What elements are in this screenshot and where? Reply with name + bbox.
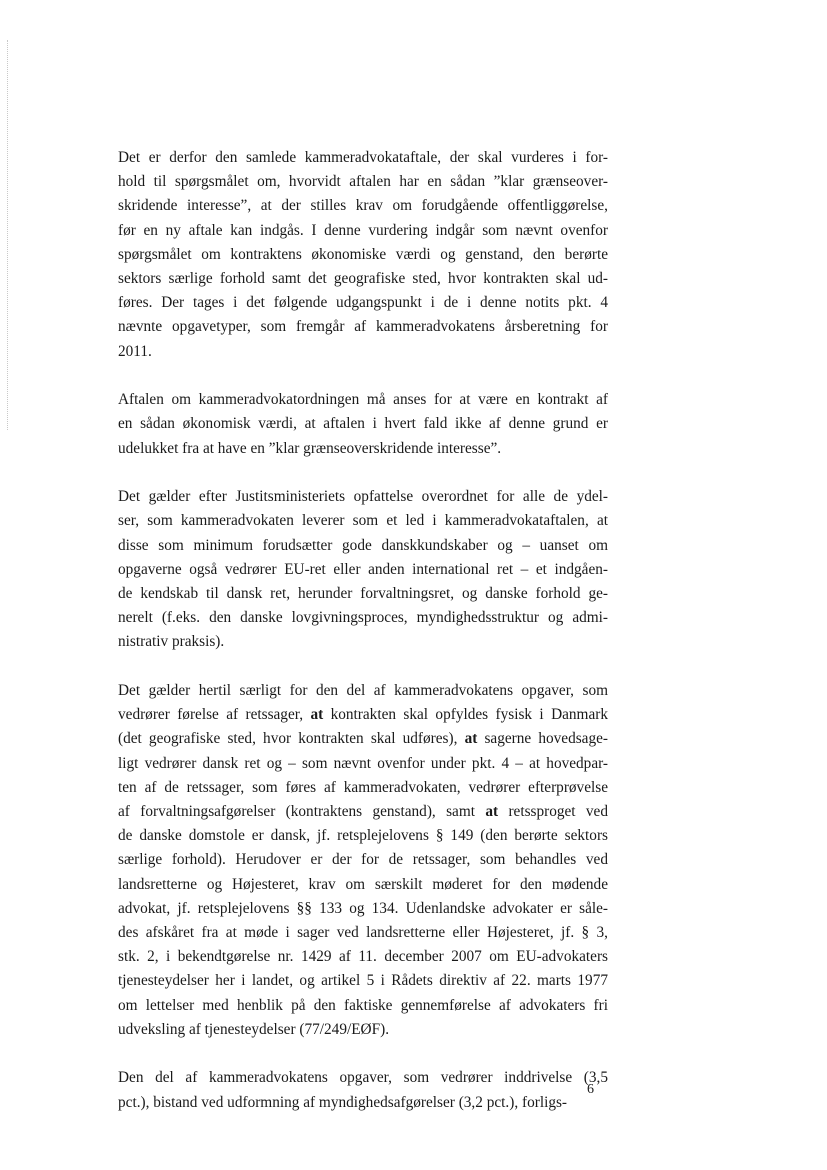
text-line: 2011. [118,342,152,360]
text-line: hold til spørgsmålet om, hvorvidt aftalen har en sådan ”klar grænseover- [118,173,608,191]
text-line: skridende interesse”, at der stilles krav om forudgående offentliggørelse, [118,197,608,215]
paragraph [118,1066,608,1114]
text-line: ligt vedrører dansk ret og – som nævnt ovenfor under pkt. 4 – at hovedpar- [118,754,608,772]
text-line: af forvaltningsafgørelser (kontraktens genstand), samt at retssproget ved [118,803,608,821]
scan-margin-line [7,40,8,430]
text-line: Den del af kammeradvokatens opgaver, som vedrører inddrivelse (3,5 [118,1069,608,1087]
paragraph [118,485,608,654]
text-line: Det gælder efter Justitsministeriets opfattelse overordnet for alle de ydel- [118,488,608,506]
text-line: før en ny aftale kan indgås. I denne vurdering indgår som nævnt ovenfor [118,221,608,239]
text-line: nerelt (f.eks. den danske lovgivningsproces, myndighedsstruktur og admi- [118,609,608,627]
text-line: føres. Der tages i det følgende udgangspunkt i de i denne notits pkt. 4 [118,294,608,312]
text-line: pct.), bistand ved udformning af myndighedsafgørelser (3,2 pct.), forligs- [118,1093,568,1111]
text-line: opgaverne også vedrører EU-ret eller anden international ret – et indgåen- [118,560,608,578]
text-line: Det gælder hertil særligt for den del af kammeradvokatens opgaver, som [118,682,608,700]
text-line: de danske domstole er dansk, jf. retsplejelovens § 149 (den berørte sektors [118,827,608,845]
text-line: vedrører førelse af retssager, at kontrakten skal opfyldes fysisk i Danmark [118,706,608,724]
text-line: Aftalen om kammeradvokatordningen må anses for at være en kontrakt af [118,391,608,409]
text-line: ser, som kammeradvokaten leverer som et led i kammeradvokataftalen, at [118,512,608,530]
text-line: nævnte opgavetyper, som fremgår af kammeradvokatens årsberetning for [118,318,608,336]
page-number: 6 [587,1082,594,1097]
text-line: Det er derfor den samlede kammeradvokataftale, der skal vurderes i for- [118,149,608,166]
text-line: des afskåret fra at møde i sager ved landsretterne eller Højesteret, jf. § 3, [118,924,608,942]
text-line: stk. 2, i bekendtgørelse nr. 1429 af 11. december 2007 om EU-advokaters [118,948,608,966]
text-line: en sådan økonomisk værdi, at aftalen i hvert fald ikke af denne grund er [118,415,608,433]
text-line: disse som minimum forudsætter gode danskkundskaber og – uanset om [118,536,608,554]
paragraph [118,146,608,364]
text-line: om lettelser med henblik på den faktiske gennemførelse af advokaters fri [118,996,608,1014]
text-line: særlige forhold). Herudover er der for de retssager, som behandles ved [118,851,608,869]
text-line: udelukket fra at have en ”klar grænseoverskridende interesse”. [118,439,502,457]
text-line: udveksling af tjenesteydelser (77/249/EØF). [118,1020,390,1038]
paragraph [118,388,608,461]
paragraph [118,679,608,1042]
text-line: advokat, jf. retsplejelovens §§ 133 og 134. Udenlandske advokater er såle- [118,899,608,917]
text-line: spørgsmålet om kontraktens økonomiske værdi og genstand, den berørte [118,245,608,263]
text-line: tjenesteydelser her i landet, og artikel 5 i Rådets direktiv af 22. marts 1977 [118,972,608,990]
text-line: sektors særlige forhold samt det geografiske sted, hvor kontrakten skal ud- [118,270,608,288]
text-line: ten af de retssager, som føres af kammeradvokaten, vedrører efterprøvelse [118,778,608,796]
text-line: de kendskab til dansk ret, herunder forvaltningsret, og danske forhold ge- [118,585,608,603]
document-body [118,146,608,1139]
text-line: nistrativ praksis). [118,633,225,651]
text-line: landsretterne og Højesteret, krav om særskilt møderet for den mødende [118,875,608,893]
text-line: (det geografiske sted, hvor kontrakten skal udføres), at sagerne hovedsage- [118,730,608,748]
